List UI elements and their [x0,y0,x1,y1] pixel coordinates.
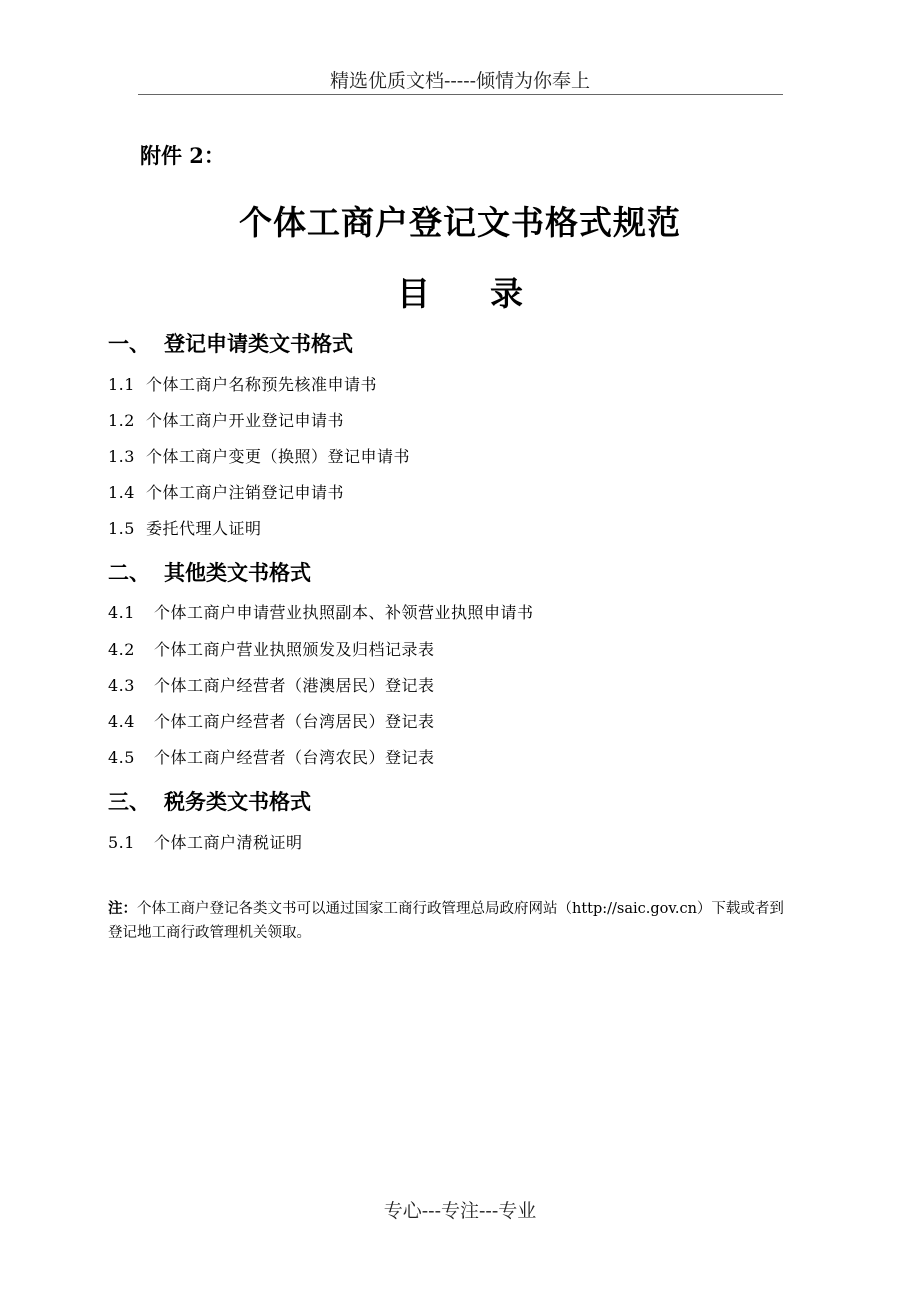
toc-item-1-2 [108,408,344,431]
toc-item-1-4 [108,480,344,503]
page-footer: 专心---专注---专业 [383,1200,537,1222]
item-label: 个体工商户营业执照颁发及归档记录表 [154,640,435,659]
item-label: 个体工商户经营者（台湾农民）登记表 [154,748,435,767]
item-number: 4.5 [108,748,135,767]
item-number: 1.2 [108,411,135,430]
section-title: 税务类文书格式 [164,789,311,814]
toc-title-char-1: 目 [397,274,430,313]
annex-label: 附件 2： [140,143,225,168]
item-number: 1.3 [108,447,135,466]
item-label: 个体工商户经营者（港澳居民）登记表 [154,676,435,695]
note-paragraph [108,897,798,945]
item-label: 个体工商户变更（换照）登记申请书 [146,447,411,466]
item-number: 1.1 [108,375,135,394]
item-label: 个体工商户清税证明 [154,833,303,852]
item-label: 个体工商户名称预先核准申请书 [146,375,378,394]
toc-item-1-1 [108,372,377,395]
item-label: 个体工商户经营者（台湾居民）登记表 [154,712,435,731]
toc-item-4-5 [108,745,435,768]
toc-item-5-1 [108,830,303,853]
toc-title-char-2: 录 [490,274,523,313]
toc-title [0,268,920,315]
item-number: 4.2 [108,640,135,659]
item-number: 1.4 [108,483,135,502]
item-label: 个体工商户开业登记申请书 [146,411,345,430]
toc-item-4-3 [108,673,435,696]
header-rule [138,94,783,95]
section-heading-3 [108,786,311,816]
page-header: 精选优质文档-----倾情为你奉上 [329,70,591,92]
item-number: 5.1 [108,833,135,852]
note-text: 个体工商户登记各类文书可以通过国家工商行政管理总局政府网站（http://saic.gov.cn）下载或者到登记地工商行政管理机关领取。 [108,901,784,941]
item-label: 个体工商户申请营业执照副本、补领营业执照申请书 [154,603,534,622]
document-title: 个体工商户登记文书格式规范 [239,203,681,242]
item-number: 4.4 [108,712,135,731]
section-number: 一、 [108,331,150,356]
toc-item-4-4 [108,709,435,732]
toc-item-4-2 [108,637,435,660]
toc-item-4-1 [108,600,534,623]
section-heading-2 [108,557,311,587]
note-label: 注： [108,900,137,917]
section-number: 二、 [108,560,150,585]
item-number: 4.1 [108,603,135,622]
item-number: 1.5 [108,519,135,538]
item-label: 个体工商户注销登记申请书 [146,483,345,502]
section-heading-1 [108,328,353,358]
section-number: 三、 [108,789,150,814]
toc-item-1-5 [108,516,262,539]
item-number: 4.3 [108,676,135,695]
toc-item-1-3 [108,444,410,467]
item-label: 委托代理人证明 [146,519,262,538]
section-title: 登记申请类文书格式 [164,331,353,356]
section-title: 其他类文书格式 [164,560,311,585]
